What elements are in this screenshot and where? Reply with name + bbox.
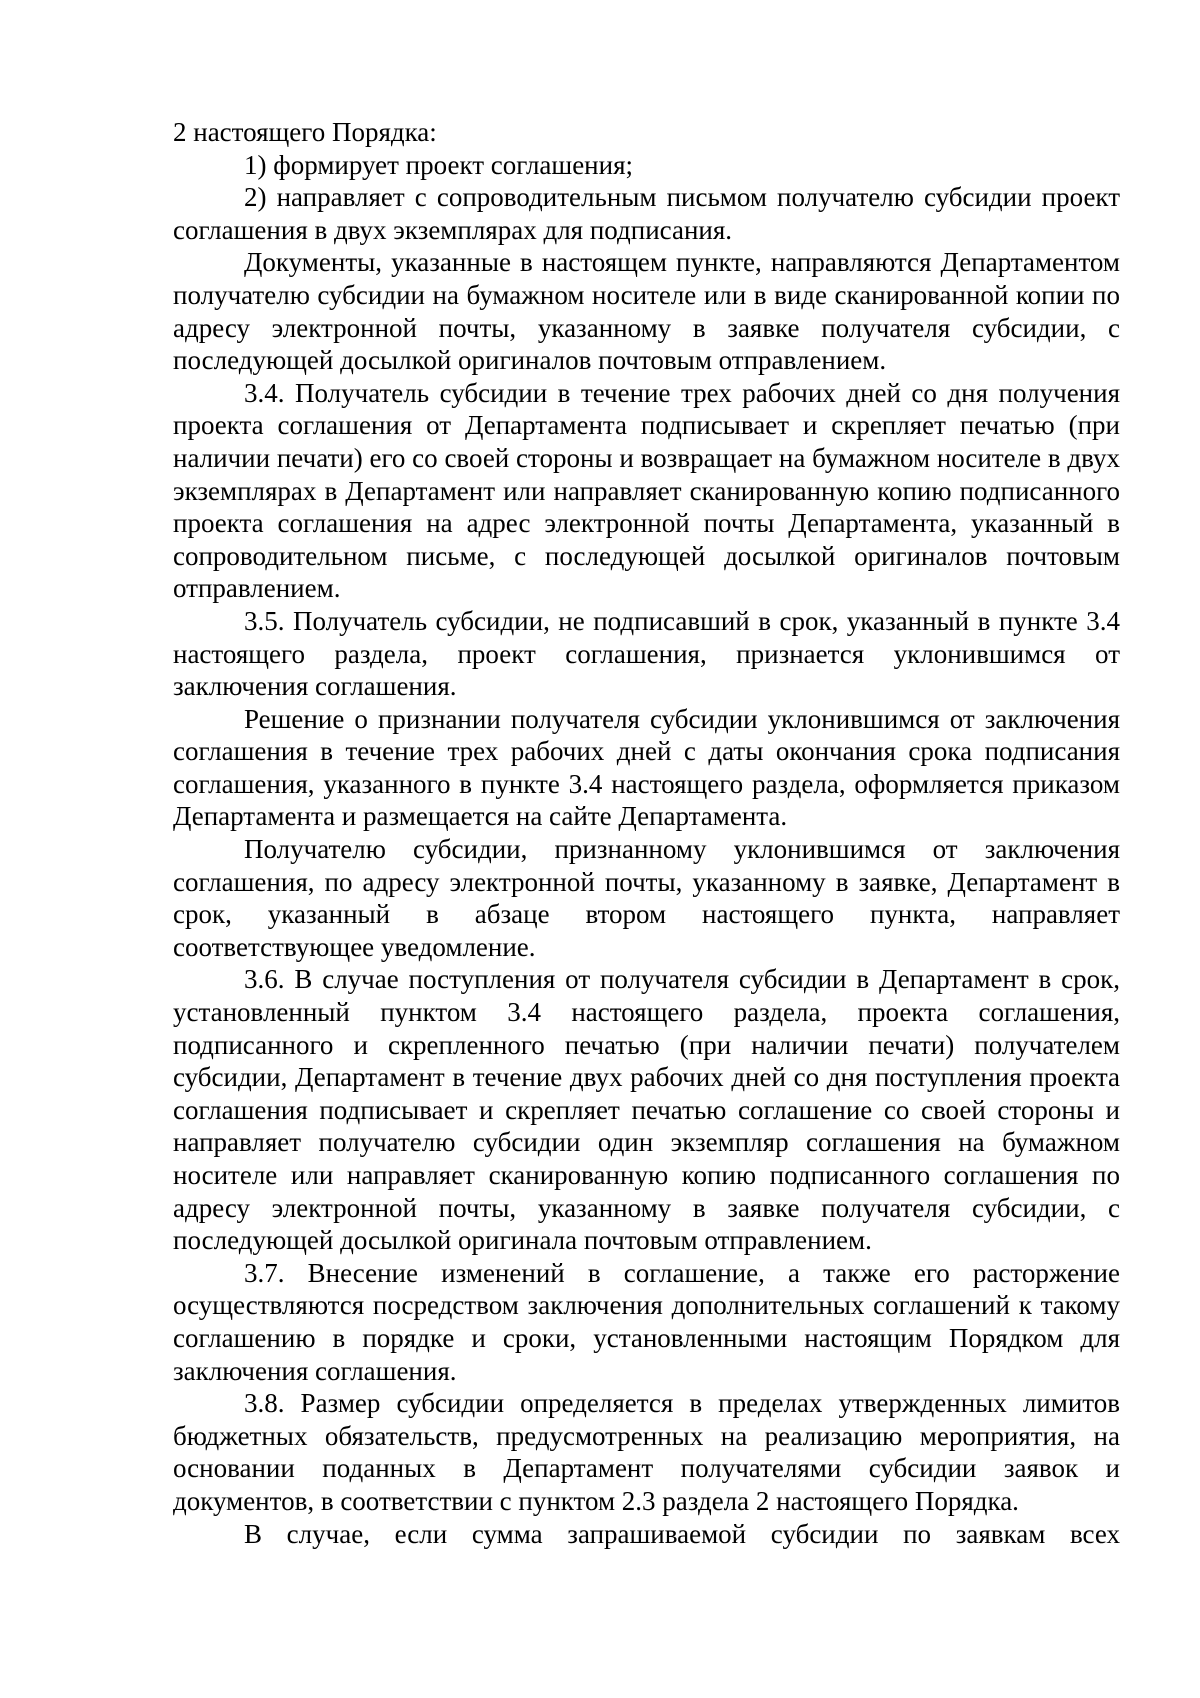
paragraph-10: 3.7. Внесение изменений в соглашение, а также его расторжение осуществляются посредством заключения дополнительных соглашений к такому соглашению в порядке и сроки, установленными настоящим Порядком для заключения соглашения.	[173, 1257, 1120, 1386]
paragraph-7: Решение о признании получателя субсидии уклонившимся от заключения соглашения в течение трех рабочих дней с даты окончания срока подписания соглашения, указанного в пункте 3.4 настоящего раздела, оформляется приказом Департамента и размещается на сайте Департамента.	[173, 703, 1120, 832]
paragraph-9: 3.6. В случае поступления от получателя субсидии в Департамент в срок, установленный пунктом 3.4 настоящего раздела, проекта соглашения, подписанного и скрепленного печатью (при наличии печати) получателем субсидии, Департамент в течение двух рабочих дней со дня поступления проекта соглашения подписывает и скрепляет печатью соглашение со своей стороны и направляет получателю субсидии один экземпляр соглашения на бумажном носителе или направляет сканированную копию подписанного соглашения по адресу электронной почты, указанному в заявке получателя субсидии, с последующей досылкой оригинала почтовым отправлением.	[173, 964, 1120, 1256]
paragraph-5: 3.4. Получатель субсидии в течение трех рабочих дней со дня получения проекта соглашения от Департамента подписывает и скрепляет печатью (при наличии печати) его со своей стороны и возвращает на бумажном носителе в двух экземплярах в Департамент или направляет сканированную копию подписанного проекта соглашения на адрес электронной почты Департамента, указанный в сопроводительном письме, с последующей досылкой оригиналов почтовым отправлением.	[173, 377, 1120, 604]
paragraph-8: Получателю субсидии, признанному уклонившимся от заключения соглашения, по адресу электронной почты, указанному в заявке, Департамент в срок, указанный в абзаце втором настоящего пункта, направляет соответствующее уведомление.	[173, 834, 1120, 962]
paragraph-6: 3.5. Получатель субсидии, не подписавший в срок, указанный в пункте 3.4 настоящего раздела, проект соглашения, признается уклонившимся от заключения соглашения.	[173, 605, 1120, 702]
paragraph-3: 2) направляет с сопроводительным письмом получателю субсидии проект соглашения в двух экземплярах для подписания.	[173, 182, 1120, 245]
document-body	[173, 116, 1120, 1550]
paragraph-1: 2 настоящего Порядка:	[173, 117, 437, 147]
paragraph-2: 1) формирует проект соглашения;	[244, 149, 633, 180]
paragraph-12: В случае, если сумма запрашиваемой субсидии по заявкам всех	[244, 1518, 1120, 1549]
paragraph-4: Документы, указанные в настоящем пункте, направляются Департаментом получателю субсидии на бумажном носителе или в виде сканированной копии по адресу электронной почты, указанному в заявке получателя субсидии, с последующей досылкой оригиналов почтовым отправлением.	[173, 247, 1120, 376]
paragraph-11: 3.8. Размер субсидии определяется в пределах утвержденных лимитов бюджетных обязательств, предусмотренных на реализацию мероприятия, на основании поданных в Департамент получателями субсидии заявок и документов, в соответствии с пунктом 2.3 раздела 2 настоящего Порядка.	[173, 1388, 1120, 1516]
